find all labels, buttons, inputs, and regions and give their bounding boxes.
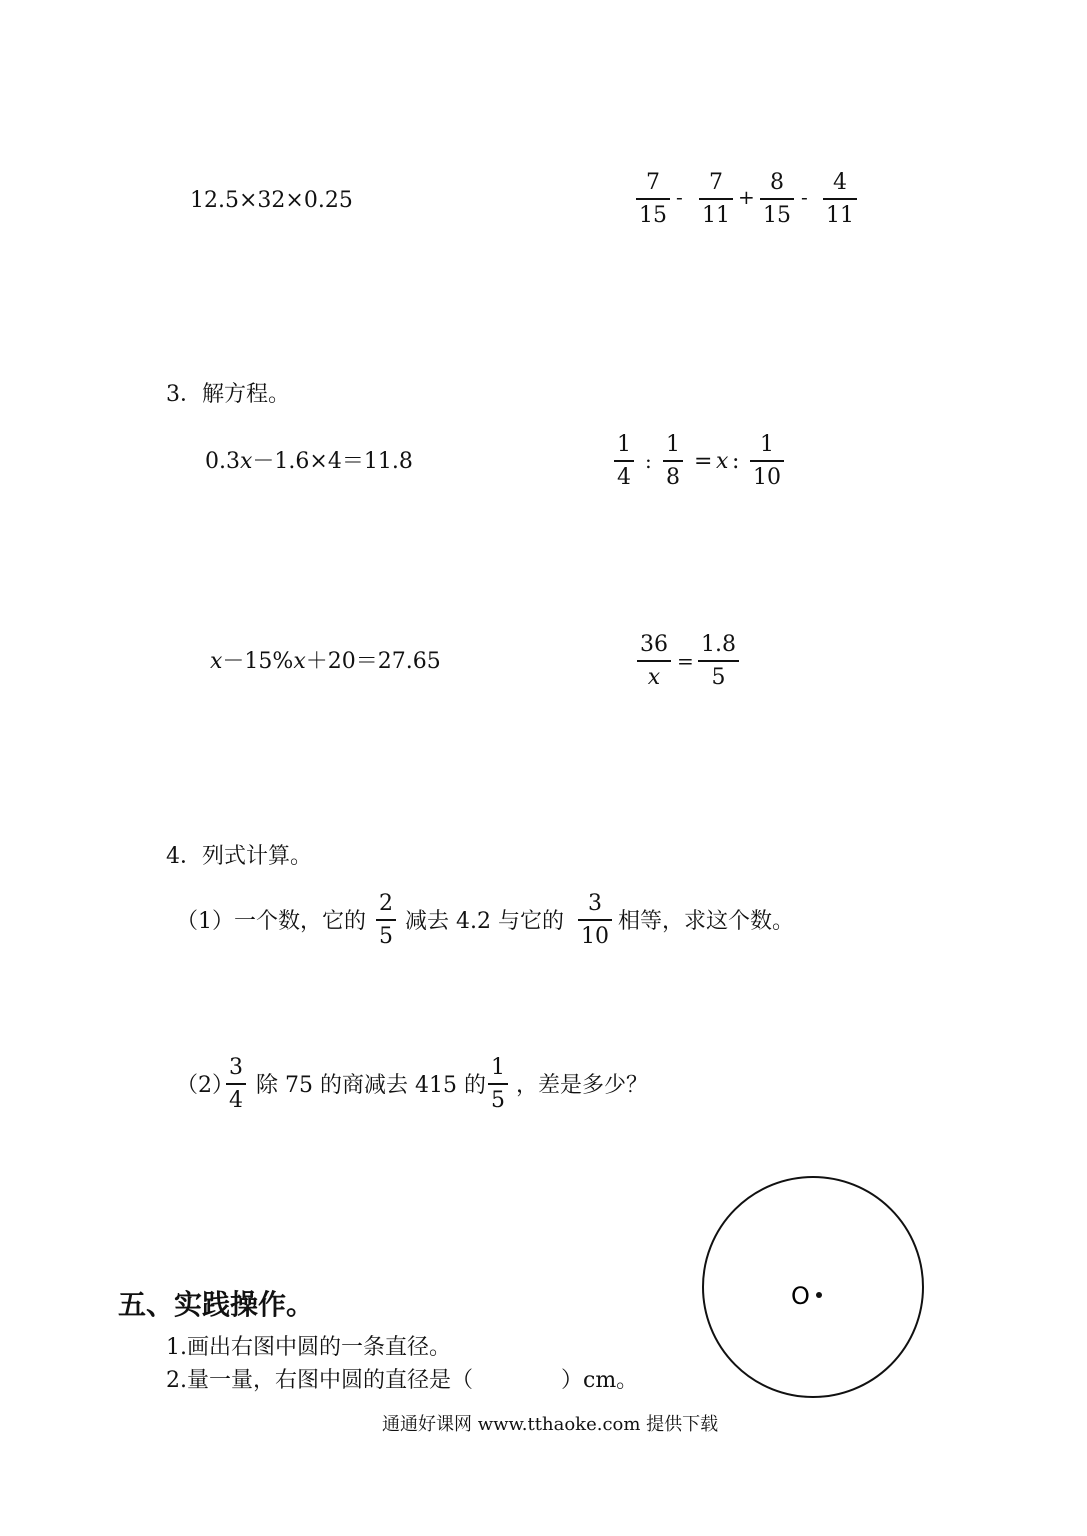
circle-diagram [698, 1173, 928, 1403]
denominator: 8 [666, 465, 680, 490]
equation-text: －15% [222, 649, 294, 674]
fraction-1.8-5 [698, 634, 739, 689]
fraction-1-10 [750, 434, 784, 489]
center-dot [816, 1292, 822, 1298]
section-5-title: 五、实践操作。 [118, 1288, 315, 1321]
numerator: 36 [640, 632, 668, 657]
numerator: 1 [760, 432, 774, 457]
numerator: 4 [833, 170, 847, 195]
denominator: 10 [753, 465, 781, 490]
fraction-1-4 [614, 434, 634, 489]
question-1-middle: 减去 4.2 与它的 [405, 909, 564, 934]
variable-x: x [293, 649, 306, 674]
practice-item-2: 2.量一量，右图中圆的直径是（ ）cm。 [166, 1368, 639, 1393]
minus-operator: - [676, 185, 683, 209]
question-2-prefix: （2） [176, 1073, 234, 1098]
fraction-7-15 [636, 172, 670, 227]
numerator: 3 [588, 891, 602, 916]
denominator: 5 [379, 924, 393, 949]
equation-1 [205, 451, 413, 473]
denominator: 4 [617, 465, 631, 490]
variable-x: x [240, 449, 253, 474]
circle-outline [703, 1177, 923, 1397]
denominator: 15 [763, 203, 791, 228]
fraction-2-5 [376, 893, 396, 948]
numerator: 7 [709, 170, 723, 195]
denominator: 15 [639, 203, 667, 228]
fraction-8-15 [760, 172, 794, 227]
plus-operator: + [738, 185, 755, 209]
numerator: 3 [229, 1055, 243, 1080]
fraction-4-11 [823, 172, 857, 227]
variable-x: x [716, 449, 729, 474]
equals-sign: = [694, 449, 713, 474]
fraction-3-4 [226, 1057, 246, 1112]
minus-operator: - [801, 185, 808, 209]
center-label: O [791, 1282, 810, 1310]
fraction-7-11 [699, 172, 733, 227]
denominator: 4 [229, 1088, 243, 1113]
numerator: 1.8 [701, 632, 736, 657]
numerator: 7 [646, 170, 660, 195]
expression-left: 12.5×32×0.25 [190, 188, 353, 213]
section-4-title: 4．列式计算。 [166, 844, 312, 869]
numerator: 1 [666, 432, 680, 457]
denominator: 5 [711, 665, 726, 690]
equation-text: ＋20＝27.65 [305, 649, 441, 674]
fraction-1-8 [663, 434, 683, 489]
question-1-prefix: （1）一个数，它的 [176, 909, 366, 934]
section-3-title: 3．解方程。 [166, 382, 290, 407]
denominator: 11 [826, 203, 854, 228]
numerator: 1 [617, 432, 631, 457]
equation-3 [210, 651, 441, 673]
equals-sign: = [677, 649, 694, 673]
denominator: 11 [702, 203, 730, 228]
fraction-36-x [637, 634, 671, 689]
question-1-suffix: 相等，求这个数。 [618, 909, 795, 934]
numerator: 8 [770, 170, 784, 195]
practice-item-1: 1.画出右图中圆的一条直径。 [166, 1335, 451, 1360]
denominator: 10 [581, 924, 609, 949]
fraction-3-10 [578, 893, 612, 948]
fraction-1-5 [488, 1057, 508, 1112]
ratio-colon: : [732, 449, 740, 474]
numerator: 1 [491, 1055, 505, 1080]
denominator: 5 [491, 1088, 505, 1113]
question-2-middle: 除 75 的商减去 415 的 [256, 1073, 486, 1098]
footer-credit: 通通好课网 www.tthaoke.com 提供下载 [382, 1414, 719, 1435]
equation-text: －1.6×4＝11.8 [252, 449, 413, 474]
denominator: x [647, 665, 661, 690]
variable-x: x [210, 649, 223, 674]
ratio-colon: : [645, 449, 652, 473]
numerator: 2 [379, 891, 393, 916]
question-2-suffix: ，差是多少？ [516, 1073, 649, 1098]
equation-text: 0.3 [205, 449, 240, 474]
